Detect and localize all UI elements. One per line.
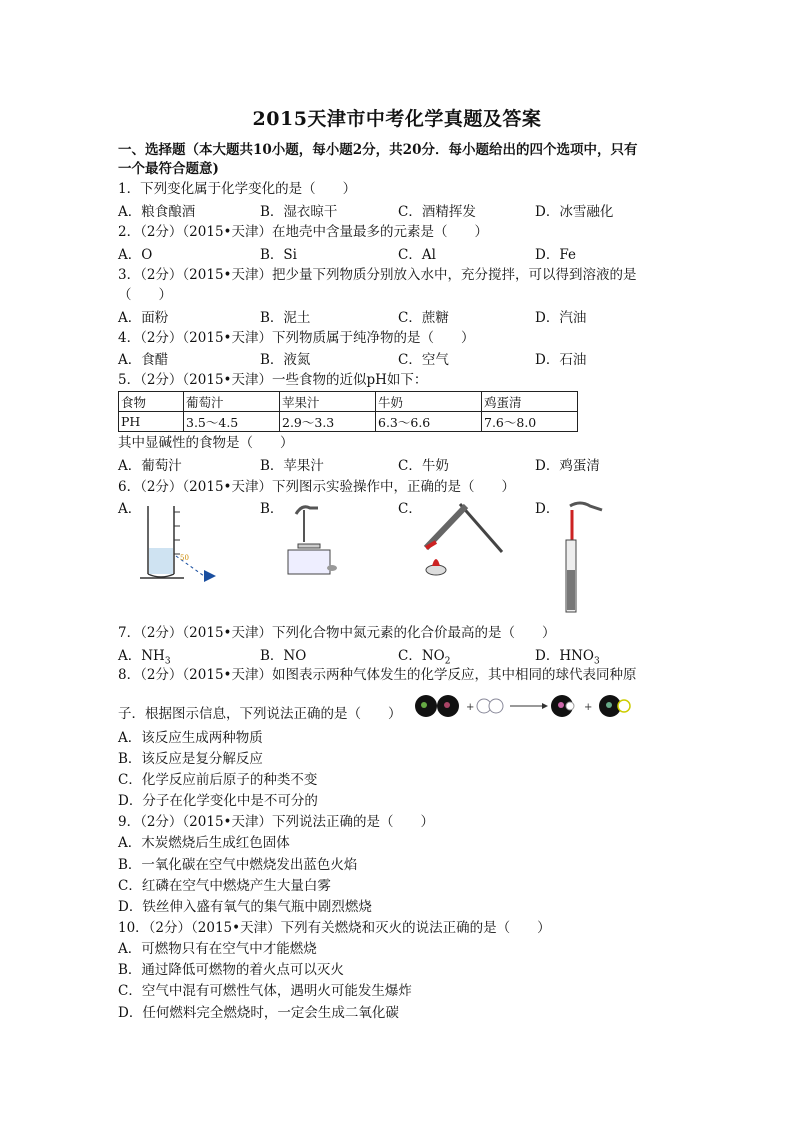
q2-option-d: D．Fe (535, 247, 576, 263)
question-8-stem: 8．（2分）（2015•天津）如图表示两种气体发生的化学反应，其中相同的球代表同种原 (118, 667, 637, 683)
figure-c-test-tube-heating (420, 500, 510, 580)
ph-table-cell: 6.3～6.6 (376, 412, 482, 432)
reaction-diagram (414, 690, 644, 722)
ph-table-cell: 7.6～8.0 (482, 412, 578, 432)
q5-option-a: A．葡萄汁 (118, 458, 182, 474)
figure-d-pouring-tube (556, 500, 616, 620)
q8-option-c: C．化学反应前后原子的种类不变 (118, 772, 318, 788)
question-2-stem: 2．（2分）（2015•天津）在地壳中含量最多的元素是（ ） (118, 224, 488, 240)
q6-option-b: B． (260, 501, 284, 517)
q2-option-b: B．Si (260, 247, 297, 263)
svg-text:50: 50 (180, 554, 189, 562)
ph-table-cell: PH (119, 412, 184, 432)
question-5-stem-cont: 其中显碱性的食物是（ ） (118, 435, 294, 451)
q10-option-d: D．任何燃料完全燃烧时，一定会生成二氧化碳 (118, 1005, 399, 1021)
q5-option-c: C．牛奶 (398, 458, 449, 474)
q4-option-b: B．液氮 (260, 352, 311, 368)
q3-option-c: C．蔗糖 (398, 310, 449, 326)
ph-table-value-row (119, 412, 578, 432)
q1-option-c: C．酒精挥发 (398, 204, 476, 220)
q10-option-c: C．空气中混有可燃性气体，遇明火可能发生爆炸 (118, 983, 412, 999)
ph-table-header: 鸡蛋清 (482, 392, 578, 412)
q8-option-b: B．该反应是复分解反应 (118, 751, 263, 767)
q9-option-d: D．铁丝伸入盛有氧气的集气瓶中剧烈燃烧 (118, 899, 372, 915)
q5-option-d: D．鸡蛋清 (535, 458, 600, 474)
question-3-stem-cont: （ ） (118, 287, 172, 303)
figure-b-dropper-bottle (282, 502, 342, 582)
q2-option-c: C．Al (398, 247, 436, 263)
q9-option-a: A．木炭燃烧后生成红色固体 (118, 835, 290, 851)
ph-table-header: 食物 (119, 392, 184, 412)
q7-option-c-sub: 2 (444, 656, 451, 667)
q7-option-d-text: D．HNO (535, 648, 594, 664)
question-8-stem-cont: 子．根据图示信息，下列说法正确的是（ ） (118, 706, 402, 722)
q6-option-a: A． (118, 501, 142, 517)
q1-option-a: A．粮食酿酒 (118, 204, 196, 220)
q8-option-d: D．分子在化学变化中是不可分的 (118, 793, 318, 809)
q1-option-d: D．冰雪融化 (535, 204, 614, 220)
q2-option-a: A．O (118, 247, 153, 263)
ph-table-header-row (119, 392, 578, 412)
q8-option-a: A．该反应生成两种物质 (118, 730, 263, 746)
question-10-stem: 10．（2分）（2015•天津）下列有关燃烧和灭火的说法正确的是（ ） (118, 920, 551, 936)
q4-option-d: D．石油 (535, 352, 587, 368)
question-3-stem: 3．（2分）（2015•天津）把少量下列物质分别放入水中，充分搅拌，可以得到溶液的是 (118, 267, 637, 283)
q9-option-c: C．红磷在空气中燃烧产生大量白雾 (118, 878, 331, 894)
page-title: 2015天津市中考化学真题及答案 (252, 108, 542, 130)
q1-option-b: B．湿衣晾干 (260, 204, 338, 220)
question-9-stem: 9．（2分）（2015•天津）下列说法正确的是（ ） (118, 814, 434, 830)
q3-option-a: A．面粉 (118, 310, 169, 326)
q7-option-b: B．NO (260, 648, 307, 664)
ph-table-header: 苹果汁 (280, 392, 376, 412)
question-5-stem: 5．（2分）（2015•天津）一些食物的近似pH如下： (118, 372, 428, 388)
figure-a-cylinder-reading (140, 502, 230, 582)
q10-option-a: A．可燃物只有在空气中才能燃烧 (118, 941, 317, 957)
q6-option-c: C． (398, 501, 422, 517)
section-heading-line1: 一、选择题（本大题共10小题，每小题2分，共20分．每小题给出的四个选项中，只有 (118, 142, 638, 158)
ph-table (118, 391, 578, 432)
svg-text:+: + (584, 702, 593, 713)
q3-option-b: B．泥土 (260, 310, 311, 326)
q7-option-c-text: C．NO (398, 648, 445, 664)
svg-text:+: + (466, 702, 475, 713)
q10-option-b: B．通过降低可燃物的着火点可以灭火 (118, 962, 344, 978)
q7-option-d-sub: 3 (593, 656, 600, 667)
question-7-stem: 7．（2分）（2015•天津）下列化合物中氮元素的化合价最高的是（ ） (118, 625, 556, 641)
ph-table-cell: 3.5～4.5 (184, 412, 280, 432)
q7-option-a-text: A．NH (118, 648, 165, 664)
q4-option-a: A．食醋 (118, 352, 169, 368)
q6-option-d: D． (535, 501, 560, 517)
q7-option-a-sub: 3 (164, 656, 171, 667)
q9-option-b: B．一氧化碳在空气中燃烧发出蓝色火焰 (118, 857, 358, 873)
question-4-stem: 4．（2分）（2015•天津）下列物质属于纯净物的是（ ） (118, 330, 475, 346)
ph-table-header: 葡萄汁 (184, 392, 280, 412)
ph-table-cell: 2.9～3.3 (280, 412, 376, 432)
question-1-stem: 1．下列变化属于化学变化的是（ ） (118, 181, 357, 197)
ph-table-header: 牛奶 (376, 392, 482, 412)
q3-option-d: D．汽油 (535, 310, 587, 326)
q5-option-b: B．苹果汁 (260, 458, 324, 474)
q4-option-c: C．空气 (398, 352, 449, 368)
question-6-stem: 6．（2分）（2015•天津）下列图示实验操作中，正确的是（ ） (118, 479, 515, 495)
section-heading-line2: 一个最符合题意) (118, 161, 219, 177)
